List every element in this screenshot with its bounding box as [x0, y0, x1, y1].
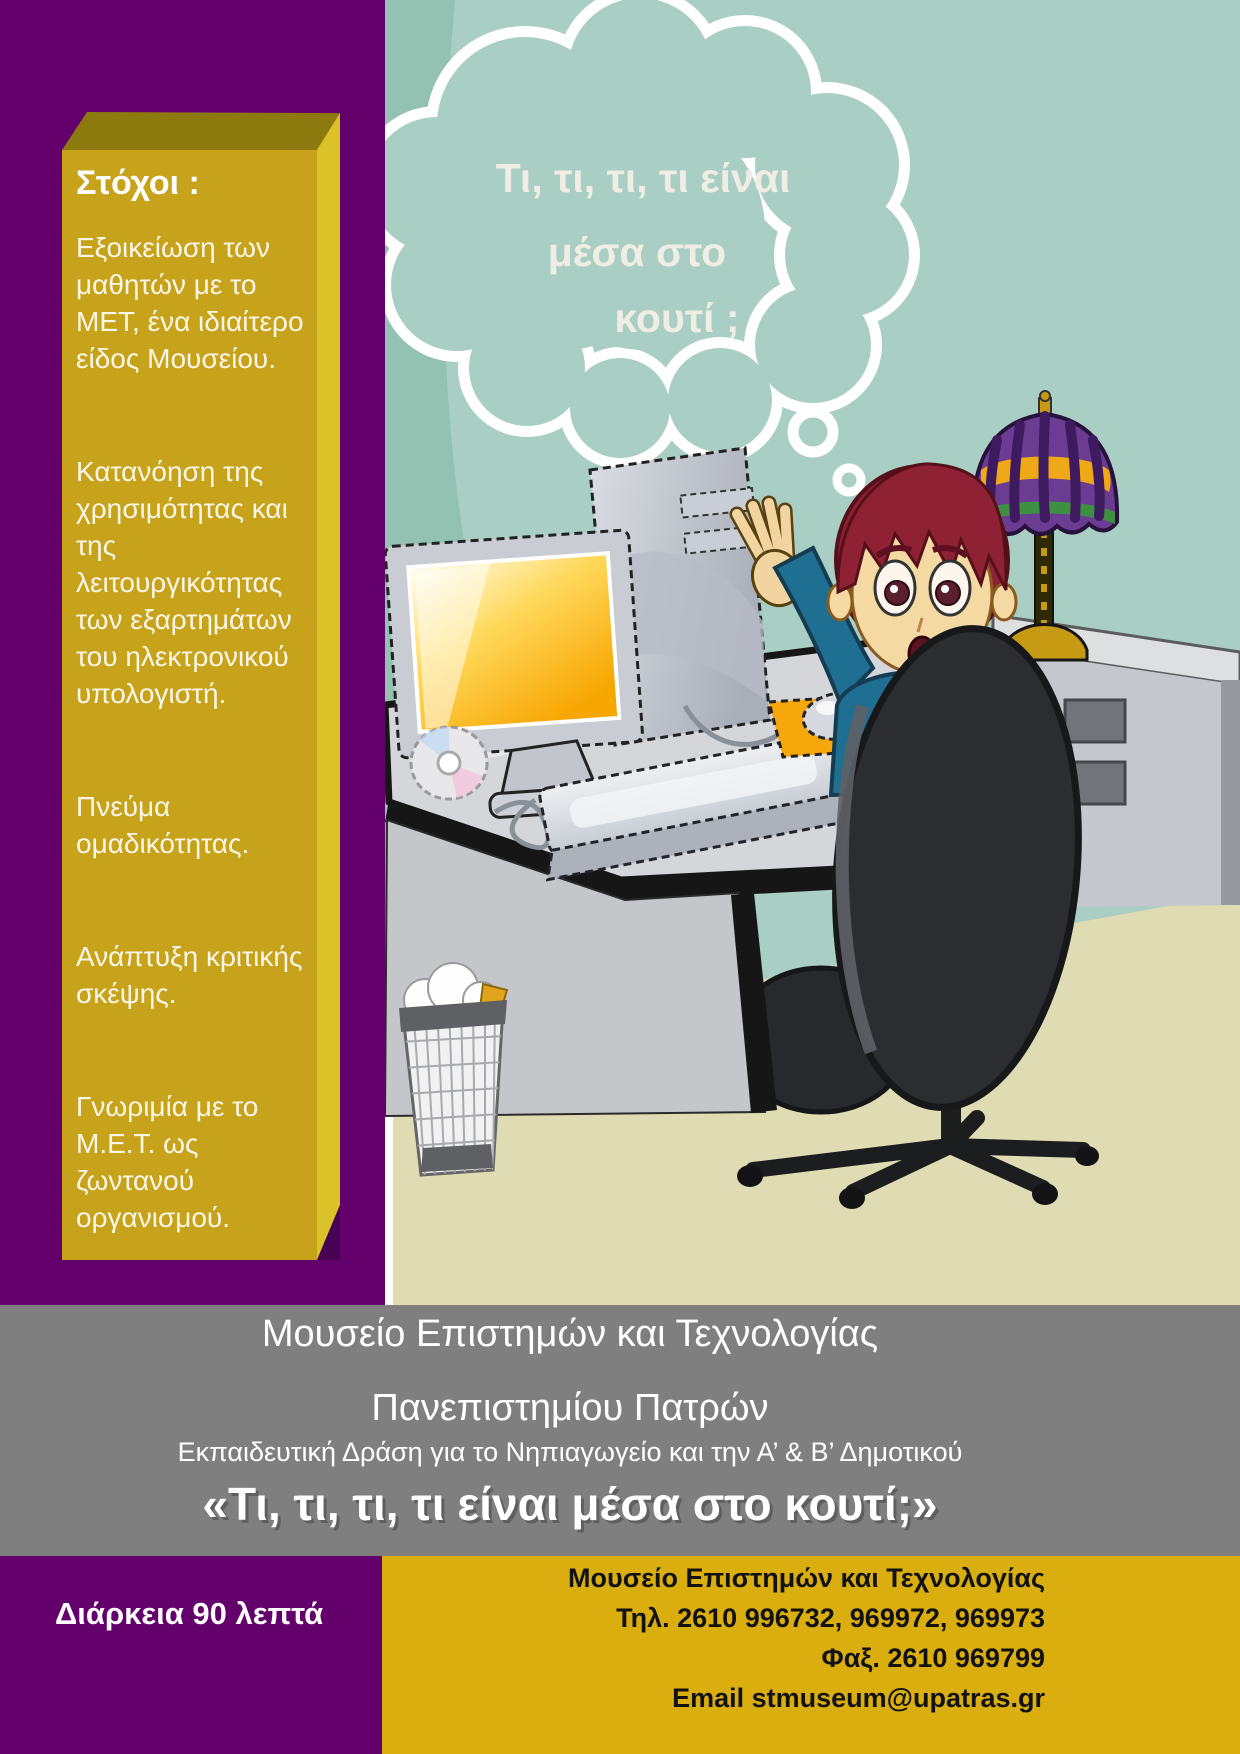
footer [0, 1556, 1240, 1754]
contact-email: Email stmuseum@upatras.gr [672, 1683, 1045, 1713]
museum-name-line1: Μουσείο Επιστημών και Τεχνολογίας [261, 1313, 879, 1355]
bubble-trail-icon [837, 468, 861, 492]
goal-box-title: Στόχοι : [76, 164, 200, 202]
goal-bullet: Εξοικείωση των μαθητών με το ΜΕΤ, ένα ιδιαίτερο είδος Μουσείου. [76, 232, 304, 374]
footer-purple-block [0, 1556, 382, 1754]
goal-bullet: Ανάπτυξη κριτικής σκέψης. [76, 941, 303, 1009]
goal-bullet: Κατανόηση της χρησιμότητας και της λειτουργικότητας των εξαρτημάτων του ηλεκτρονικού υπολογιστή. [76, 456, 292, 709]
program-title: «Τι, τι, τι, τι είναι μέσα στο κουτί;» [202, 1478, 938, 1530]
contact-org: Μουσείο Επιστημών και Τεχνολογίας [568, 1563, 1045, 1593]
cd-icon [411, 727, 487, 799]
museum-name-line2: Πανεπιστημίου Πατρών [371, 1387, 769, 1429]
illustration-scene [385, 0, 1240, 1305]
bubble-text-line3: κουτί ; [614, 295, 740, 341]
goal-box-top-face [62, 112, 340, 150]
duration-label: Διάρκεια 90 λεπτά [55, 1596, 324, 1631]
bubble-text-line2: μέσα στο [547, 229, 727, 275]
contact-block [568, 1558, 1045, 1718]
program-subtitle: Εκπαιδευτική Δράση για το Νηπιαγωγείο και την Α’ & Β’ Δημοτικού [177, 1437, 963, 1467]
title-band-inner [0, 1305, 1140, 1556]
contact-phone: Τηλ. 2610 996732, 969972, 969973 [616, 1603, 1045, 1633]
bubble-trail-icon [793, 412, 833, 452]
contact-fax: Φαξ. 2610 969799 [821, 1643, 1045, 1673]
title-band [0, 1305, 1240, 1556]
goal-box [62, 150, 317, 1260]
goal-box-right-face [317, 113, 340, 1260]
goal-bullet: Γνωριμία με το Μ.Ε.Τ. ως ζωντανού οργανισμού. [76, 1091, 259, 1233]
goal-bullet: Πνεύμα ομαδικότητας. [76, 791, 250, 859]
bubble-text-line1: Τι, τι, τι, τι είναι [495, 155, 791, 201]
